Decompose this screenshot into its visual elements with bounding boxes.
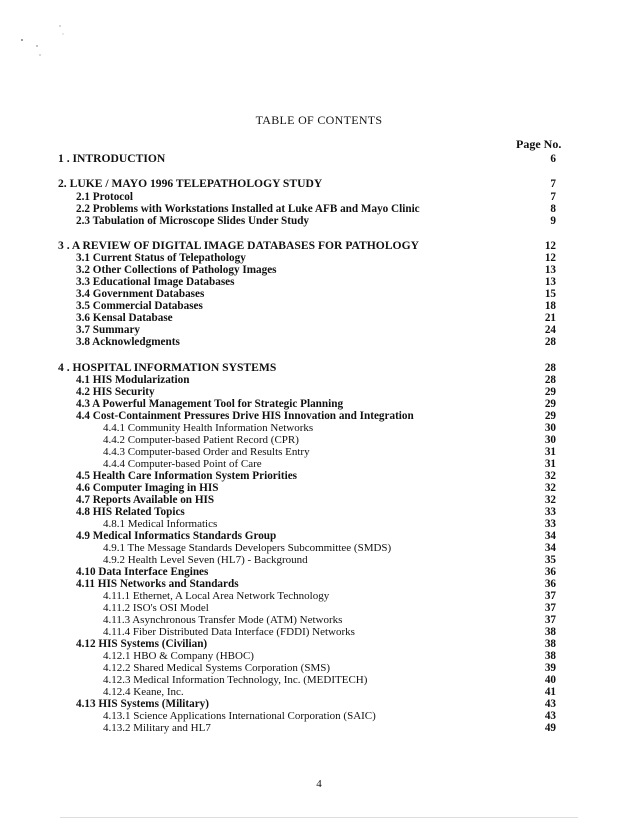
toc-entry-label: 4 . HOSPITAL INFORMATION SYSTEMS	[58, 361, 277, 374]
toc-entry-page: 43	[544, 710, 556, 722]
toc-entry-page: 31	[544, 458, 556, 470]
toc-entry-page: 32	[544, 494, 556, 506]
toc-entry	[0, 530, 638, 542]
toc-entry-label: 4.11 HIS Networks and Standards	[76, 578, 239, 590]
toc-entry-page: 36	[544, 566, 556, 578]
toc-entry-label: 3 . A REVIEW OF DIGITAL IMAGE DATABASES FOR PATHOLOGY	[58, 239, 419, 252]
toc-entry	[0, 674, 638, 686]
toc-entry	[0, 566, 638, 578]
toc-entry-label: 3.5 Commercial Databases	[76, 300, 203, 312]
toc-entry-label: 4.11.1 Ethernet, A Local Area Network Technology	[103, 590, 330, 602]
toc-entry-label: 3.1 Current Status of Telepathology	[76, 252, 246, 264]
toc-entry-label: 4.12.2 Shared Medical Systems Corporation (SMS)	[103, 662, 331, 674]
toc-entry-label: 4.9 Medical Informatics Standards Group	[76, 530, 277, 542]
toc-entry-page: 33	[544, 506, 556, 518]
toc-entry	[0, 590, 638, 602]
toc-entry-page: 43	[544, 698, 556, 710]
toc-entry-page: 30	[544, 422, 556, 434]
toc-entry	[0, 362, 638, 374]
toc-entry-page: 18	[544, 300, 556, 312]
toc-entry	[0, 374, 638, 386]
toc-entry-page: 6	[550, 153, 556, 165]
toc-entry-page: 41	[544, 686, 556, 698]
toc-entry	[0, 434, 638, 446]
toc-entry	[0, 264, 638, 276]
toc-entry-page: 49	[544, 722, 556, 734]
toc-entry-label: 4.4 Cost-Containment Pressures Drive HIS Innovation and Integration	[76, 410, 414, 422]
toc-entry-page: 7	[550, 191, 556, 203]
toc-entry-label: 4.11.3 Asynchronous Transfer Mode (ATM) Networks	[103, 614, 343, 626]
toc-entry	[0, 626, 638, 638]
toc-entry-label: 3.8 Acknowledgments	[76, 336, 180, 348]
toc-entry-label: 2. LUKE / MAYO 1996 TELEPATHOLOGY STUDY	[58, 177, 323, 190]
toc-entry-page: 8	[550, 203, 556, 215]
toc-entry-page: 12	[544, 252, 556, 264]
toc-entry	[0, 312, 638, 324]
toc-entry	[0, 398, 638, 410]
toc-entry-page: 28	[544, 336, 556, 348]
toc-entry-page: 13	[544, 264, 556, 276]
toc-entry	[0, 698, 638, 710]
toc-entry-label: 2.2 Problems with Workstations Installed at Luke AFB and Mayo Clinic	[76, 203, 420, 215]
toc-entry-page: 9	[550, 215, 556, 227]
toc-entry-label: 4.12.1 HBO & Company (HBOC)	[103, 650, 254, 662]
toc-entry-page: 21	[544, 312, 556, 324]
toc-entry-label: 4.3 A Powerful Management Tool for Strategic Planning	[76, 398, 344, 410]
toc-entry	[0, 518, 638, 530]
toc-entry-label: 4.6 Computer Imaging in HIS	[76, 482, 219, 494]
toc-entry-label: 4.1 HIS Modularization	[76, 374, 190, 386]
toc-entry-label: 4.8.1 Medical Informatics	[103, 518, 218, 530]
toc-entry-page: 30	[544, 434, 556, 446]
page-no-header: Page No.	[516, 137, 562, 151]
toc-entry	[0, 446, 638, 458]
toc-entry-label: 4.10 Data Interface Engines	[76, 566, 209, 578]
toc-entry-label: 4.12 HIS Systems (Civilian)	[76, 638, 208, 650]
toc-entry-page: 36	[544, 578, 556, 590]
toc-title: TABLE OF CONTENTS	[255, 113, 383, 127]
toc-entry	[0, 276, 638, 288]
toc-entry-label: 4.11.2 ISO's OSI Model	[103, 602, 209, 614]
toc-entry	[0, 494, 638, 506]
toc-entry-page: 38	[544, 650, 556, 662]
toc-entry	[0, 710, 638, 722]
toc-entry	[0, 324, 638, 336]
toc-entry	[0, 191, 638, 203]
toc-entry-page: 15	[544, 288, 556, 300]
toc-entry-label: 3.6 Kensal Database	[76, 312, 173, 324]
toc-entry-page: 32	[544, 482, 556, 494]
toc-entry	[0, 722, 638, 734]
toc-entry-page: 24	[544, 324, 556, 336]
toc-entry-page: 13	[544, 276, 556, 288]
toc-entry-label: 4.4.3 Computer-based Order and Results Entry	[103, 446, 310, 458]
toc-entry	[0, 336, 638, 348]
toc-entry-page: 7	[550, 178, 556, 190]
toc-entry	[0, 215, 638, 227]
toc-entry	[0, 470, 638, 482]
toc-entry	[0, 240, 638, 252]
toc-entry-page: 34	[544, 530, 556, 542]
toc-entry	[0, 506, 638, 518]
toc-entry	[0, 300, 638, 312]
toc-entry-page: 31	[544, 446, 556, 458]
toc-entry-page: 35	[544, 554, 556, 566]
toc-entry-page: 12	[544, 240, 556, 252]
toc-entry	[0, 252, 638, 264]
toc-entry	[0, 662, 638, 674]
toc-entry	[0, 422, 638, 434]
toc-entry-label: 4.2 HIS Security	[76, 386, 155, 398]
toc-entry-label: 4.7 Reports Available on HIS	[76, 494, 215, 506]
toc-entry-label: 4.13.1 Science Applications International Corporation (SAIC)	[103, 710, 376, 722]
toc-entry-page: 38	[544, 626, 556, 638]
toc-entry	[0, 458, 638, 470]
toc-entry-label: 4.12.3 Medical Information Technology, Inc. (MEDITECH)	[103, 674, 368, 686]
toc-entry-page: 34	[544, 542, 556, 554]
toc-entry-label: 4.4.1 Community Health Information Networks	[103, 422, 314, 434]
toc-entry-page: 29	[544, 410, 556, 422]
toc-entry-label: 3.3 Educational Image Databases	[76, 276, 235, 288]
toc-entry	[0, 554, 638, 566]
toc-entry	[0, 602, 638, 614]
toc-entry	[0, 153, 638, 165]
toc-entry-page: 32	[544, 470, 556, 482]
bottom-rule	[60, 817, 578, 818]
toc-entry-label: 4.9.2 Health Level Seven (HL7) - Background	[103, 554, 308, 566]
toc-entry-page: 28	[544, 374, 556, 386]
toc-entry	[0, 482, 638, 494]
toc-entry	[0, 542, 638, 554]
toc-entry-page: 37	[544, 614, 556, 626]
toc-entry	[0, 650, 638, 662]
toc-entry	[0, 203, 638, 215]
toc-entry-label: 4.12.4 Keane, Inc.	[103, 686, 184, 698]
toc-entry-label: 4.5 Health Care Information System Priorities	[76, 470, 298, 482]
toc-entry-label: 3.7 Summary	[76, 324, 141, 336]
toc-entry-page: 39	[544, 662, 556, 674]
toc-entry-page: 37	[544, 602, 556, 614]
toc-entry	[0, 288, 638, 300]
toc-entry-page: 38	[544, 638, 556, 650]
toc-entry-label: 2.1 Protocol	[76, 191, 133, 203]
page-number: 4	[316, 778, 322, 790]
toc-entry-page: 28	[544, 362, 556, 374]
toc-entry-label: 4.4.2 Computer-based Patient Record (CPR)	[103, 434, 299, 446]
toc-entry-label: 3.2 Other Collections of Pathology Images	[76, 264, 277, 276]
toc-entry-label: 4.8 HIS Related Topics	[76, 506, 185, 518]
toc-entry-page: 33	[544, 518, 556, 530]
toc-entry-label: 3.4 Government Databases	[76, 288, 205, 300]
toc-entry-page: 29	[544, 386, 556, 398]
toc-entry	[0, 614, 638, 626]
toc-entry-page: 40	[544, 674, 556, 686]
toc-entry	[0, 178, 638, 190]
toc-entry-label: 4.9.1 The Message Standards Developers Subcommittee (SMDS)	[103, 542, 392, 554]
toc-entry	[0, 638, 638, 650]
toc-entry-label: 1 . INTRODUCTION	[58, 152, 166, 165]
toc-entry	[0, 578, 638, 590]
toc-entry-label: 2.3 Tabulation of Microscope Slides Under Study	[76, 215, 310, 227]
toc-entry-label: 4.4.4 Computer-based Point of Care	[103, 458, 262, 470]
toc-entry	[0, 410, 638, 422]
toc-entry-page: 29	[544, 398, 556, 410]
toc-entry-label: 4.13 HIS Systems (Military)	[76, 698, 209, 710]
toc-entry-page: 37	[544, 590, 556, 602]
toc-entry-label: 4.13.2 Military and HL7	[103, 722, 211, 734]
toc-entry-label: 4.11.4 Fiber Distributed Data Interface (FDDI) Networks	[103, 626, 355, 638]
toc-entry	[0, 686, 638, 698]
toc-entry	[0, 386, 638, 398]
